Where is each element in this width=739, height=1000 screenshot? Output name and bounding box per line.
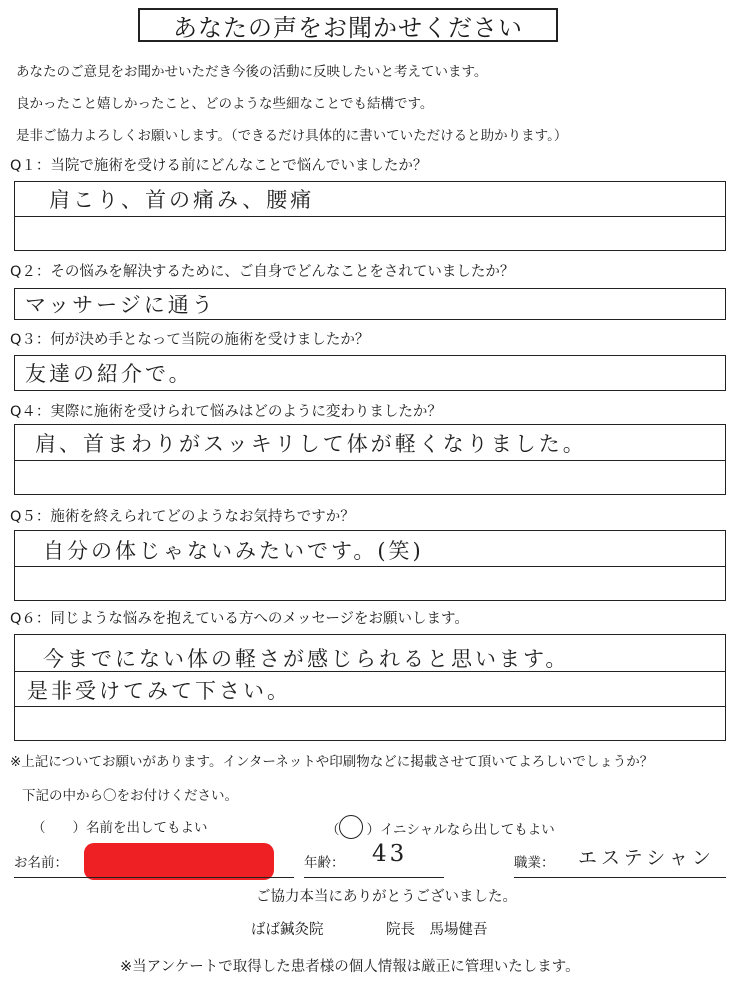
option-name-ok[interactable]: （ ）名前を出してもよい	[32, 820, 208, 836]
option-initials-ok[interactable]: （ ）イニシャルなら出してもよい	[326, 822, 555, 838]
question-1: Q１：当院で施術を受ける前にどんなことで悩んでいましたか？	[10, 158, 428, 174]
answer-box-1	[14, 181, 726, 251]
answer-box-4	[14, 424, 726, 495]
intro-line-1: あなたのご意見をお聞かせいただき今後の活動に反映したいと考えています。	[16, 64, 488, 80]
age-value: 43	[372, 841, 408, 867]
answer-rule	[15, 460, 725, 461]
answer-box-6	[14, 634, 726, 741]
clinic-name: ばば鍼灸院	[251, 922, 324, 938]
thanks-message: ご協力本当にありがとうございました。	[256, 889, 517, 905]
consent-instruction: 下記の中から〇をお付けください。	[22, 788, 238, 804]
intro-line-2: 良かったこと嬉しかったこと、どのような些細なことでも結構です。	[16, 96, 434, 112]
intro-line-3: 是非ご協力よろしくお願いします。（できるだけ具体的に書いていただけると助かります。）	[16, 128, 568, 144]
answer-5-text: 自分の体じゃないみたいです。(笑)	[43, 539, 424, 563]
job-underline	[514, 877, 726, 878]
answer-1-text: 肩こり、首の痛み、腰痛	[49, 188, 315, 212]
question-5: Q５：施術を終えられてどのようなお気持ちですか？	[10, 509, 355, 525]
age-label: 年齢：	[304, 855, 345, 871]
question-2: Q２：その悩みを解決するために、ご自身でどんなことをされていましたか？	[10, 264, 515, 280]
answer-2-text: マッサージに通う	[25, 293, 216, 317]
answer-box-5	[14, 530, 726, 601]
privacy-note: ※当アンケートで取得した患者様の個人情報は厳正に管理いたします。	[120, 959, 580, 975]
answer-4-text: 肩、首まわりがスッキリして体が軽くなりました。	[35, 432, 587, 456]
survey-title: あなたの声をお聞かせください	[138, 8, 558, 42]
question-6: Q６：同じような悩みを抱えている方へのメッセージをお願いします。	[10, 611, 469, 627]
answer-6-line-1: 今までにない体の軽さが感じられると思います。	[43, 647, 570, 671]
question-3: Q３：何が決め手となって当院の施術を受けましたか？	[10, 332, 370, 348]
job-value: エステシャン	[578, 847, 715, 869]
director-name: 院長 馬場健吾	[386, 922, 488, 938]
age-underline	[304, 877, 444, 878]
answer-rule	[15, 216, 725, 217]
name-underline	[14, 877, 294, 878]
answer-box-3	[14, 355, 726, 391]
question-4: Q４：実際に施術を受けられて悩みはどのように変わりましたか？	[10, 404, 442, 420]
name-redaction	[84, 843, 274, 880]
answer-rule	[15, 566, 725, 567]
answer-6-line-2: 是非受けてみて下さい。	[27, 679, 291, 703]
answer-box-2	[14, 288, 726, 320]
name-label: お名前：	[14, 855, 68, 871]
job-label: 職業：	[514, 855, 555, 871]
consent-request: ※上記についてお願いがあります。インターネットや印刷物などに掲載させて頂いてよろしいでしょうか？	[10, 754, 654, 770]
answer-rule	[15, 706, 725, 707]
answer-3-text: 友達の紹介で。	[25, 362, 193, 386]
